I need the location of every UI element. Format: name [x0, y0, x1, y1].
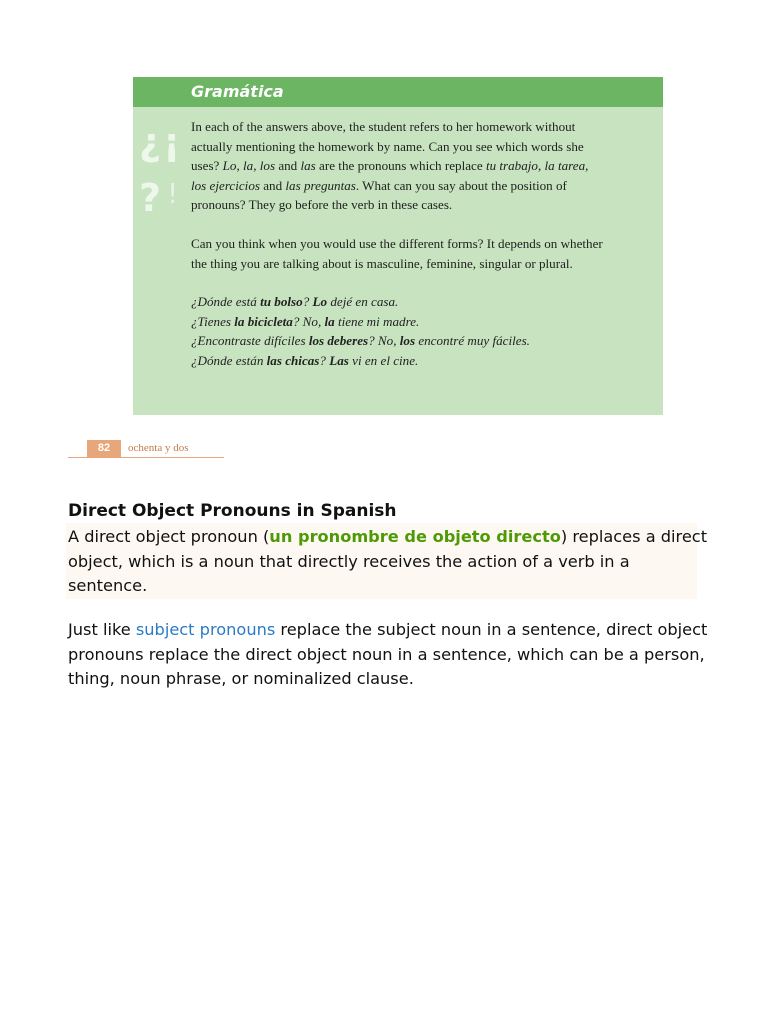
example-line: ¿Encontraste difíciles los deberes? No, los encontré muy fáciles.	[191, 333, 530, 349]
inverted-question-glyph: ¿	[139, 120, 162, 164]
comparison-paragraph: Just like subject pronouns replace the subject noun in a sentence, direct object pronouns replace the direct object noun in a sentence, which can be a person, thing, noun phrase, or nominalized clause.	[68, 620, 708, 688]
subject-pronouns-link[interactable]: subject pronouns	[135, 620, 276, 639]
pronoun-la: la	[243, 158, 254, 174]
pronoun-los: los	[259, 158, 276, 174]
pronoun-lo: Lo	[222, 158, 237, 174]
pronoun-las: las	[300, 158, 316, 174]
grammar-paragraph-1: In each of the answers above, the student refers to her homework without actually mentioning the homework by name. Can you see which words she uses? Lo, la, los and las are the pronouns which replace tu trabajo, la tarea, los ejercicios and las preguntas. What can you say about the position of pronouns? They go before the verb in these cases.	[191, 119, 589, 213]
grammar-box	[133, 77, 663, 415]
example-line: ¿Tienes la bicicleta? No, la tiene mi madre.	[191, 313, 420, 329]
grammar-header	[133, 77, 663, 107]
page-number: 82	[87, 440, 121, 457]
grammar-paragraph-2: Can you think when you would use the different forms? It depends on whether the thing you are talking about is masculine, feminine, singular or plural.	[191, 235, 603, 271]
question-glyph: ?	[139, 176, 162, 220]
grammar-title: Gramática	[191, 82, 284, 101]
grammar-body	[191, 117, 606, 371]
question-exclamation-icon	[137, 113, 187, 223]
noun-tu-trabajo: tu trabajo	[485, 158, 538, 174]
spanish-term: un pronombre de objeto directo	[269, 527, 561, 546]
exclamation-glyph: !	[167, 177, 179, 210]
page-number-words: ochenta y dos	[128, 442, 189, 454]
example-line: ¿Dónde está tu bolso? Lo dejé en casa.	[191, 294, 399, 310]
definition-paragraph: A direct object pronoun (un pronombre de objeto directo) replaces a direct object, which is a noun that directly receives the action of a verb in a sentence.	[68, 527, 708, 595]
example-line: ¿Dónde están las chicas? Las vi en el cine.	[191, 352, 419, 368]
article-title: Direct Object Pronouns in Spanish	[68, 501, 397, 521]
noun-los-ejercicios: los ejercicios	[191, 177, 260, 193]
inverted-exclamation-glyph: ¡	[163, 120, 181, 164]
noun-las-preguntas: las preguntas	[285, 177, 356, 193]
page-footer	[68, 440, 224, 458]
grammar-examples	[191, 292, 606, 370]
noun-la-tarea: la tarea	[544, 158, 586, 174]
